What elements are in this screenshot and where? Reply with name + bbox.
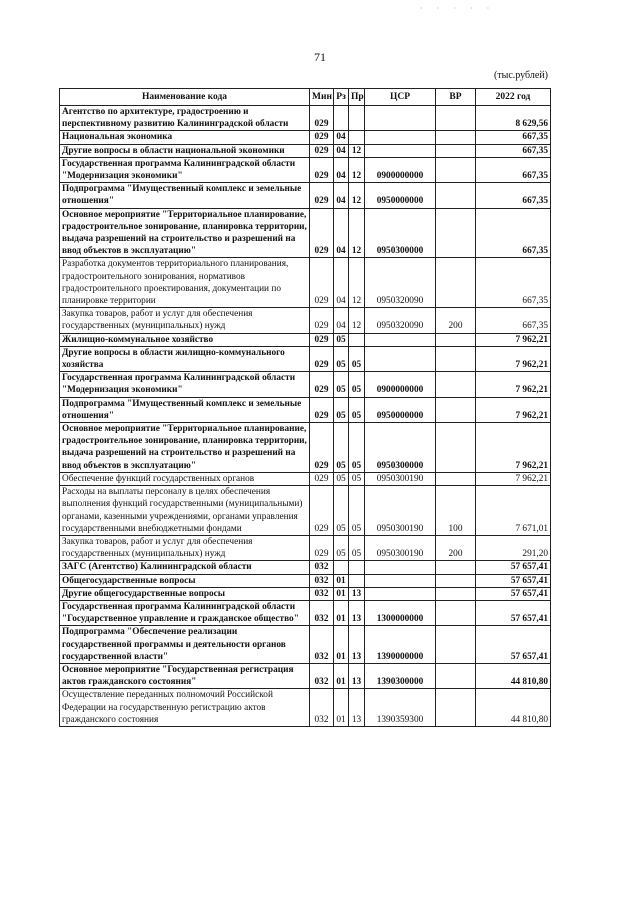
- cell-pr: 13: [349, 587, 365, 600]
- table-row: [60, 397, 551, 422]
- cell-amount: 667,35: [476, 131, 551, 144]
- cell-vr: [436, 106, 476, 131]
- table-row: [60, 106, 551, 131]
- cell-name: Государственная программа Калининградской области "Модернизация экономики": [60, 157, 310, 182]
- cell-pr: [349, 106, 365, 131]
- cell-name: Государственная программа Калининградской области "Модернизация экономики": [60, 372, 310, 397]
- cell-amount: 57 657,41: [476, 561, 551, 574]
- table-row: [60, 535, 551, 560]
- cell-name: Обеспечение функций государственных органов: [60, 472, 310, 485]
- cell-csr: 0950300190: [365, 535, 436, 560]
- cell-rz: 05: [334, 372, 349, 397]
- cell-rz: 01: [334, 600, 349, 625]
- cell-min: 029: [310, 308, 334, 333]
- table-row: [60, 346, 551, 371]
- table-row: [60, 157, 551, 182]
- cell-min: 029: [310, 183, 334, 208]
- cell-rz: 01: [334, 574, 349, 587]
- cell-csr: [365, 346, 436, 371]
- cell-csr: [365, 106, 436, 131]
- cell-csr: [365, 144, 436, 157]
- cell-amount: 44 810,80: [476, 689, 551, 727]
- cell-csr: 0950320090: [365, 258, 436, 308]
- table-row: [60, 472, 551, 485]
- cell-vr: 200: [436, 308, 476, 333]
- cell-vr: [436, 397, 476, 422]
- cell-csr: 1300000000: [365, 600, 436, 625]
- cell-rz: 05: [334, 486, 349, 536]
- cell-amount: 667,35: [476, 144, 551, 157]
- cell-amount: 667,35: [476, 157, 551, 182]
- cell-name: Основное мероприятие "Государственная регистрация актов гражданского состояния": [60, 663, 310, 688]
- cell-min: 029: [310, 423, 334, 473]
- table-row: [60, 372, 551, 397]
- cell-rz: 04: [334, 157, 349, 182]
- cell-csr: 0950300190: [365, 486, 436, 536]
- cell-amount: 667,35: [476, 208, 551, 258]
- cell-amount: 7 962,21: [476, 372, 551, 397]
- cell-name: Расходы на выплаты персоналу в целях обеспечения выполнения функций государственными (муниципальными) органами, казенными учреждениями, органами управления государственными внебюджетными фондами: [60, 486, 310, 536]
- cell-pr: 05: [349, 486, 365, 536]
- units-label: (тыс.рублей): [493, 70, 548, 81]
- cell-csr: 0900000000: [365, 372, 436, 397]
- cell-pr: 13: [349, 663, 365, 688]
- cell-csr: 1390359300: [365, 689, 436, 727]
- cell-rz: [334, 106, 349, 131]
- cell-min: 029: [310, 472, 334, 485]
- cell-pr: 12: [349, 208, 365, 258]
- cell-name: Подпрограмма "Имущественный комплекс и земельные отношения": [60, 397, 310, 422]
- table-row: [60, 258, 551, 308]
- cell-pr: 05: [349, 535, 365, 560]
- cell-vr: 200: [436, 535, 476, 560]
- cell-amount: 57 657,41: [476, 626, 551, 664]
- cell-amount: 8 629,56: [476, 106, 551, 131]
- cell-rz: 04: [334, 208, 349, 258]
- cell-amount: 7 962,21: [476, 472, 551, 485]
- cell-name: Разработка документов территориального планирования, градостроительного зонирования, нормативов градостроительного проектирования, документации по планировке территории: [60, 258, 310, 308]
- cell-amount: 57 657,41: [476, 587, 551, 600]
- cell-vr: [436, 208, 476, 258]
- cell-vr: [436, 561, 476, 574]
- cell-min: 029: [310, 346, 334, 371]
- cell-amount: 667,35: [476, 258, 551, 308]
- cell-vr: [436, 626, 476, 664]
- cell-rz: [334, 561, 349, 574]
- cell-rz: 05: [334, 535, 349, 560]
- cell-vr: [436, 372, 476, 397]
- cell-pr: 05: [349, 423, 365, 473]
- cell-csr: [365, 131, 436, 144]
- table-row: [60, 561, 551, 574]
- cell-amount: 57 657,41: [476, 600, 551, 625]
- cell-vr: [436, 346, 476, 371]
- cell-pr: 05: [349, 372, 365, 397]
- cell-amount: 7 962,21: [476, 397, 551, 422]
- cell-pr: 05: [349, 346, 365, 371]
- cell-min: 029: [310, 258, 334, 308]
- table-body: [60, 106, 551, 727]
- cell-min: 032: [310, 626, 334, 664]
- cell-min: 029: [310, 157, 334, 182]
- cell-min: 032: [310, 561, 334, 574]
- cell-pr: [349, 333, 365, 346]
- cell-name: Основное мероприятие "Территориальное планирование, градостроительное зонирование, планировка территории, выдача разрешений на строительство и разрешений на ввод объектов в эксплуатацию": [60, 208, 310, 258]
- cell-name: Осуществление переданных полномочий Российской Федерации на государственную регистрацию актов гражданского состояния: [60, 689, 310, 727]
- cell-name: ЗАГС (Агентство) Калининградской области: [60, 561, 310, 574]
- cell-vr: [436, 423, 476, 473]
- cell-pr: 12: [349, 183, 365, 208]
- cell-min: 029: [310, 333, 334, 346]
- cell-vr: [436, 333, 476, 346]
- cell-rz: 01: [334, 689, 349, 727]
- cell-vr: [436, 600, 476, 625]
- cell-csr: 0950320090: [365, 308, 436, 333]
- cell-csr: [365, 561, 436, 574]
- cell-pr: [349, 561, 365, 574]
- cell-amount: 7 962,21: [476, 423, 551, 473]
- cell-csr: 0950300000: [365, 423, 436, 473]
- cell-amount: 7 962,21: [476, 333, 551, 346]
- table-row: [60, 689, 551, 727]
- cell-rz: 04: [334, 308, 349, 333]
- cell-csr: 1390000000: [365, 626, 436, 664]
- cell-rz: 05: [334, 346, 349, 371]
- cell-name: Агентство по архитектуре, градостроению и перспективному развитию Калининградской области: [60, 106, 310, 131]
- cell-min: 032: [310, 600, 334, 625]
- cell-pr: [349, 574, 365, 587]
- table-row: [60, 208, 551, 258]
- cell-amount: 7 671,01: [476, 486, 551, 536]
- cell-rz: 01: [334, 663, 349, 688]
- cell-pr: 05: [349, 472, 365, 485]
- cell-amount: 667,35: [476, 183, 551, 208]
- cell-name: Жилищно-коммунальное хозяйство: [60, 333, 310, 346]
- cell-csr: 0950000000: [365, 397, 436, 422]
- col-header-year: 2022 год: [476, 89, 551, 106]
- cell-min: 029: [310, 535, 334, 560]
- table-row: [60, 308, 551, 333]
- cell-pr: [349, 131, 365, 144]
- cell-min: 032: [310, 574, 334, 587]
- cell-vr: [436, 587, 476, 600]
- col-header-csr: ЦСР: [365, 89, 436, 106]
- cell-pr: 12: [349, 144, 365, 157]
- cell-vr: [436, 144, 476, 157]
- cell-min: 032: [310, 663, 334, 688]
- cell-min: 029: [310, 144, 334, 157]
- cell-rz: 04: [334, 258, 349, 308]
- table-row: [60, 333, 551, 346]
- table-row: [60, 663, 551, 688]
- cell-name: Закупка товаров, работ и услуг для обеспечения государственных (муниципальных) нужд: [60, 308, 310, 333]
- cell-amount: 291,20: [476, 535, 551, 560]
- cell-vr: [436, 574, 476, 587]
- cell-csr: [365, 333, 436, 346]
- col-header-vr: ВР: [436, 89, 476, 106]
- cell-vr: [436, 258, 476, 308]
- cell-amount: 667,35: [476, 308, 551, 333]
- cell-vr: [436, 157, 476, 182]
- cell-name: Национальная экономика: [60, 131, 310, 144]
- table-row: [60, 574, 551, 587]
- cell-name: Подпрограмма "Обеспечение реализации государственной программы и деятельности органов государственной власти": [60, 626, 310, 664]
- cell-pr: 05: [349, 397, 365, 422]
- cell-rz: 05: [334, 472, 349, 485]
- cell-name: Другие вопросы в области жилищно-коммунального хозяйства: [60, 346, 310, 371]
- cell-vr: [436, 472, 476, 485]
- cell-min: 032: [310, 689, 334, 727]
- cell-csr: 1390300000: [365, 663, 436, 688]
- cell-rz: 04: [334, 144, 349, 157]
- cell-pr: 12: [349, 308, 365, 333]
- cell-pr: 13: [349, 626, 365, 664]
- cell-pr: 13: [349, 600, 365, 625]
- cell-amount: 57 657,41: [476, 574, 551, 587]
- table-row: [60, 626, 551, 664]
- cell-csr: 0950300000: [365, 208, 436, 258]
- cell-pr: 13: [349, 689, 365, 727]
- cell-csr: 0950000000: [365, 183, 436, 208]
- table-row: [60, 131, 551, 144]
- cell-csr: [365, 574, 436, 587]
- cell-vr: [436, 663, 476, 688]
- cell-min: 029: [310, 106, 334, 131]
- cell-vr: [436, 689, 476, 727]
- table-row: [60, 486, 551, 536]
- cell-min: 029: [310, 208, 334, 258]
- cell-csr: [365, 587, 436, 600]
- cell-min: 029: [310, 131, 334, 144]
- cell-min: 029: [310, 372, 334, 397]
- cell-name: Основное мероприятие "Территориальное планирование, градостроительное зонирование, планировка территории, выдача разрешений на строительство и разрешений на ввод объектов в эксплуатацию": [60, 423, 310, 473]
- page-number: 71: [314, 50, 326, 64]
- col-header-pr: Пр: [349, 89, 365, 106]
- cell-name: Закупка товаров, работ и услуг для обеспечения государственных (муниципальных) нужд: [60, 535, 310, 560]
- cell-vr: [436, 131, 476, 144]
- cell-min: 032: [310, 587, 334, 600]
- cell-vr: 100: [436, 486, 476, 536]
- cell-rz: 05: [334, 423, 349, 473]
- cell-rz: 04: [334, 131, 349, 144]
- budget-table: [59, 88, 551, 727]
- cell-name: Другие вопросы в области национальной экономики: [60, 144, 310, 157]
- cell-name: Общегосударственные вопросы: [60, 574, 310, 587]
- table-row: [60, 183, 551, 208]
- cell-csr: 0950300190: [365, 472, 436, 485]
- cell-csr: 0900000000: [365, 157, 436, 182]
- table-row: [60, 423, 551, 473]
- cell-name: Подпрограмма "Имущественный комплекс и земельные отношения": [60, 183, 310, 208]
- cell-rz: 05: [334, 397, 349, 422]
- cell-min: 029: [310, 397, 334, 422]
- cell-rz: 05: [334, 333, 349, 346]
- table-row: [60, 587, 551, 600]
- cell-rz: 01: [334, 626, 349, 664]
- col-header-rz: Рз: [334, 89, 349, 106]
- cell-amount: 7 962,21: [476, 346, 551, 371]
- cell-rz: 01: [334, 587, 349, 600]
- cell-vr: [436, 183, 476, 208]
- cell-name: Другие общегосударственные вопросы: [60, 587, 310, 600]
- table-row: [60, 600, 551, 625]
- cell-name: Государственная программа Калининградской области "Государственное управление и гражданское общество": [60, 600, 310, 625]
- table-header-row: [60, 89, 551, 106]
- cell-amount: 44 810,80: [476, 663, 551, 688]
- col-header-name: Наименование кода: [60, 89, 310, 106]
- cell-rz: 04: [334, 183, 349, 208]
- table-row: [60, 144, 551, 157]
- cell-pr: 12: [349, 157, 365, 182]
- cell-min: 029: [310, 486, 334, 536]
- cell-pr: 12: [349, 258, 365, 308]
- scan-artifact-dots: · · · · ·: [420, 4, 496, 13]
- col-header-min: Мин: [310, 89, 334, 106]
